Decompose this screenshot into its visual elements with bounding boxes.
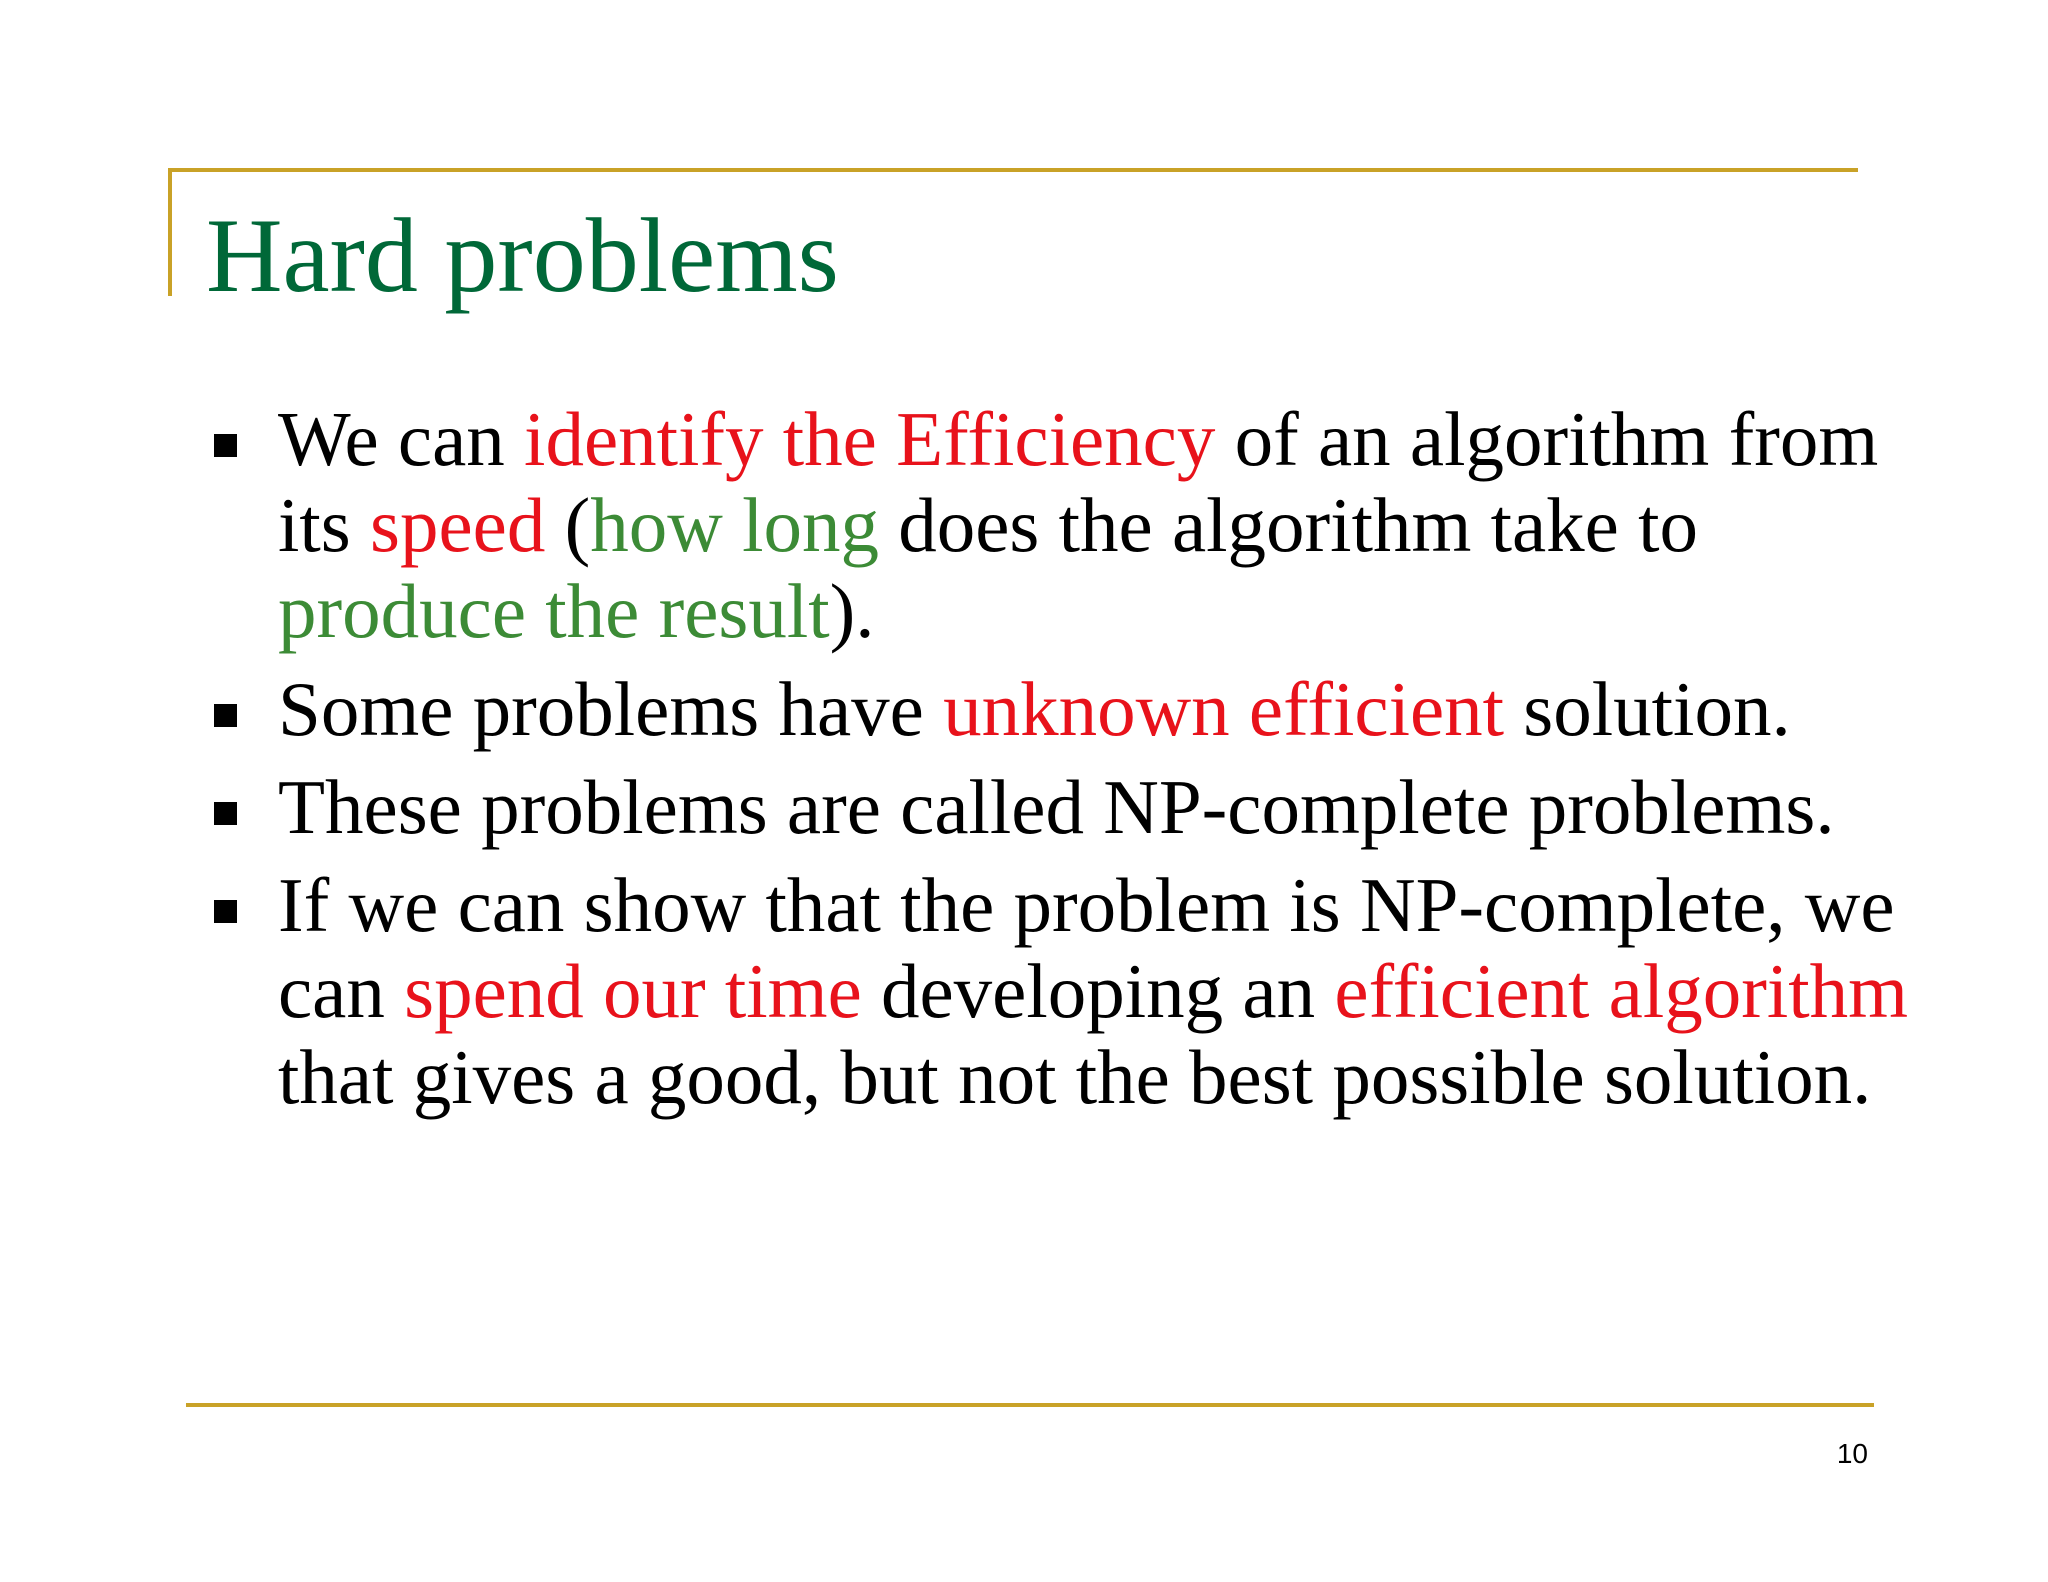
page-number: 10 xyxy=(1836,1438,1868,1469)
text-segment: If we can show that the problem is NP-complete, we can xyxy=(278,862,1895,1034)
left-gold-rule xyxy=(168,168,172,296)
bullet-unknown-efficient xyxy=(210,666,1910,752)
slide-title: Hard problems xyxy=(206,197,839,314)
highlight-red: unknown efficient xyxy=(943,666,1505,752)
bottom-gold-rule xyxy=(186,1403,1874,1407)
highlight-green: how long xyxy=(590,482,879,568)
text-segment: Some problems have xyxy=(278,666,944,752)
square-bullet-icon xyxy=(214,900,237,923)
text-segment: developing an xyxy=(861,948,1335,1034)
text-segment: These problems are called NP-complete problems. xyxy=(278,764,1835,850)
text-segment: does the algorithm take to xyxy=(879,482,1698,568)
bullet-list xyxy=(210,396,1910,1132)
square-bullet-icon xyxy=(214,704,237,727)
highlight-red: identify the Efficiency xyxy=(524,396,1216,482)
bullet-efficiency xyxy=(210,396,1910,654)
square-bullet-icon xyxy=(214,434,237,457)
square-bullet-icon xyxy=(214,802,237,825)
bullet-np-complete xyxy=(210,764,1910,850)
highlight-green: produce the result xyxy=(278,568,830,654)
text-segment: We can xyxy=(278,396,525,482)
text-segment: of an algorithm from its xyxy=(278,396,1879,568)
text-segment: ). xyxy=(829,568,875,654)
text-segment: ( xyxy=(545,482,591,568)
text-segment: that gives a good, but not the best possible solution. xyxy=(278,1034,1872,1120)
highlight-red: speed xyxy=(370,482,546,568)
text-segment: solution. xyxy=(1504,666,1791,752)
highlight-red: efficient algorithm xyxy=(1334,948,1909,1034)
top-gold-rule xyxy=(168,168,1858,172)
highlight-red: spend our time xyxy=(404,948,862,1034)
bullet-show-np-complete xyxy=(210,862,1910,1120)
